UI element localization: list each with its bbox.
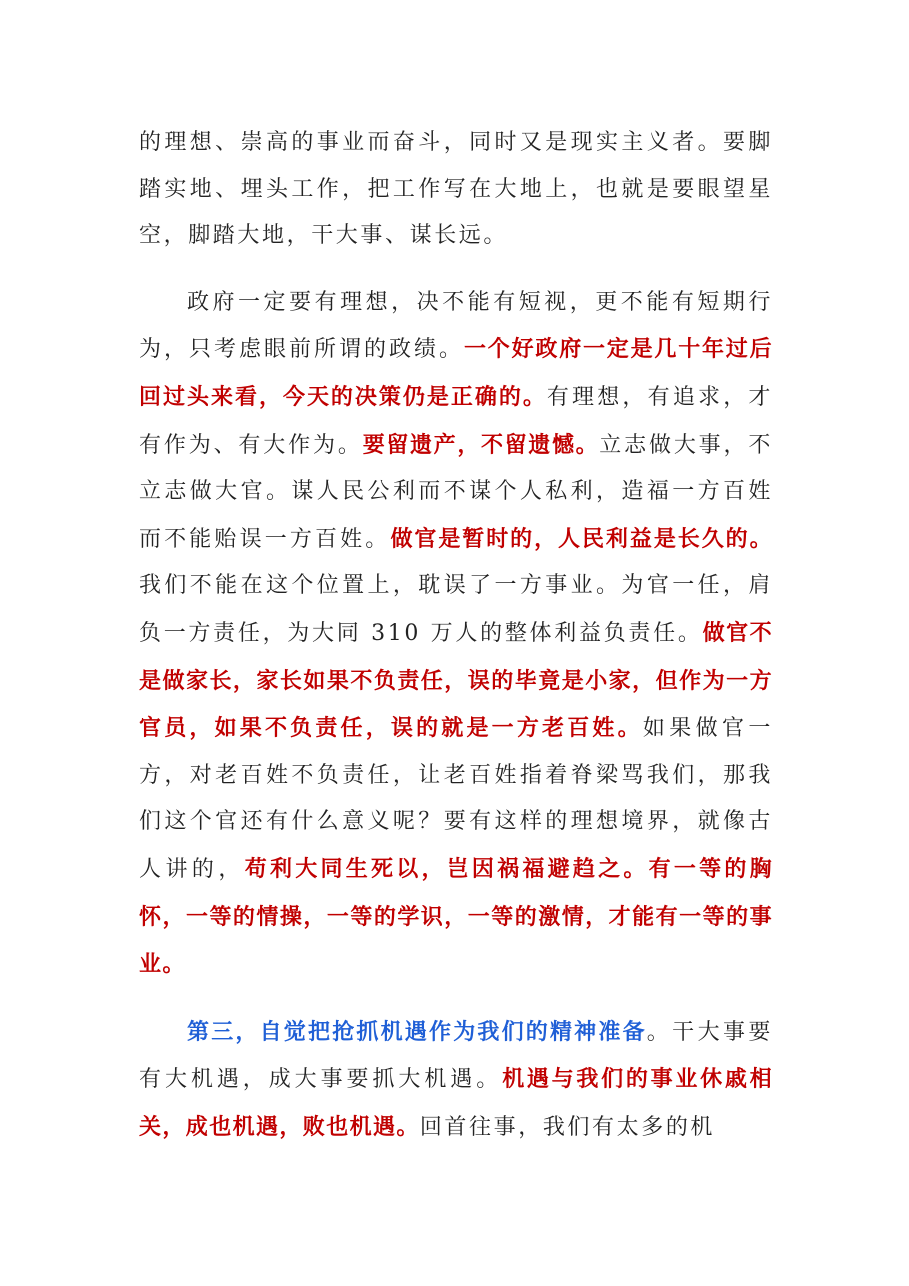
body-text: 如果做官一方，对老百姓不负责任，让老百姓指着脊梁骂我们，那我们这个官还有什么意义呢？要有这样的理想境界，就像古人讲的， [139, 716, 773, 882]
emphasis-text: 要留遗产，不留遗憾。 [362, 431, 600, 458]
section-heading: 第三，自觉把抢抓机遇作为我们的精神准备 [187, 1018, 647, 1045]
emphasis-text: 一个好政府一定是几十年过后回过头来看，今天的决策仍是正确的。 [139, 336, 773, 410]
document-body [139, 120, 773, 1151]
body-text: 我们不能在这个位置上，耽误了一方事业。为官一任，肩负一方责任，为大同 310 万人的整体利益负责任。 [139, 573, 773, 646]
emphasis-text: 苟利大同生死以，岂因祸福避趋之。有一等的胸怀，一等的情操，一等的学识，一等的激情，才能有一等的事业。 [139, 855, 773, 978]
body-text: 有理想，有追求，才有作为、有大作为。 [139, 384, 773, 458]
body-text: 回首往事，我们有太多的机 [419, 1114, 716, 1140]
paragraph-government-ideals [139, 280, 773, 989]
emphasis-text: 做官是暂时的，人民利益是长久的。 [390, 525, 773, 552]
body-text: 的理想、崇高的事业而奋斗，同时又是现实主义者。要脚踏实地、埋头工作，把工作写在大地上，也就是要眼望星空，脚踏大地，干大事、谋长远。 [139, 130, 773, 249]
emphasis-text: 机遇与我们的事业休戚相关，成也机遇，败也机遇。 [139, 1066, 773, 1140]
body-text: 政府一定要有理想，决不能有短视，更不能有短期行为，只考虑眼前所谓的政绩。 [139, 289, 773, 363]
emphasis-text: 做官不是做家长，家长如果不负责任，误的毕竟是小家，但作为一方官员，如果不负责任，误的就是一方老百姓。 [139, 619, 773, 742]
body-text: 立志做大事，不立志做大官。谋人民公利而不谋个人私利，造福一方百姓而不能贻误一方百姓。 [139, 432, 773, 552]
body-text: 。干大事要有大机遇，成大事要抓大机遇。 [139, 1019, 773, 1093]
paragraph-continuation [139, 120, 773, 260]
paragraph-opportunities [139, 1009, 773, 1152]
